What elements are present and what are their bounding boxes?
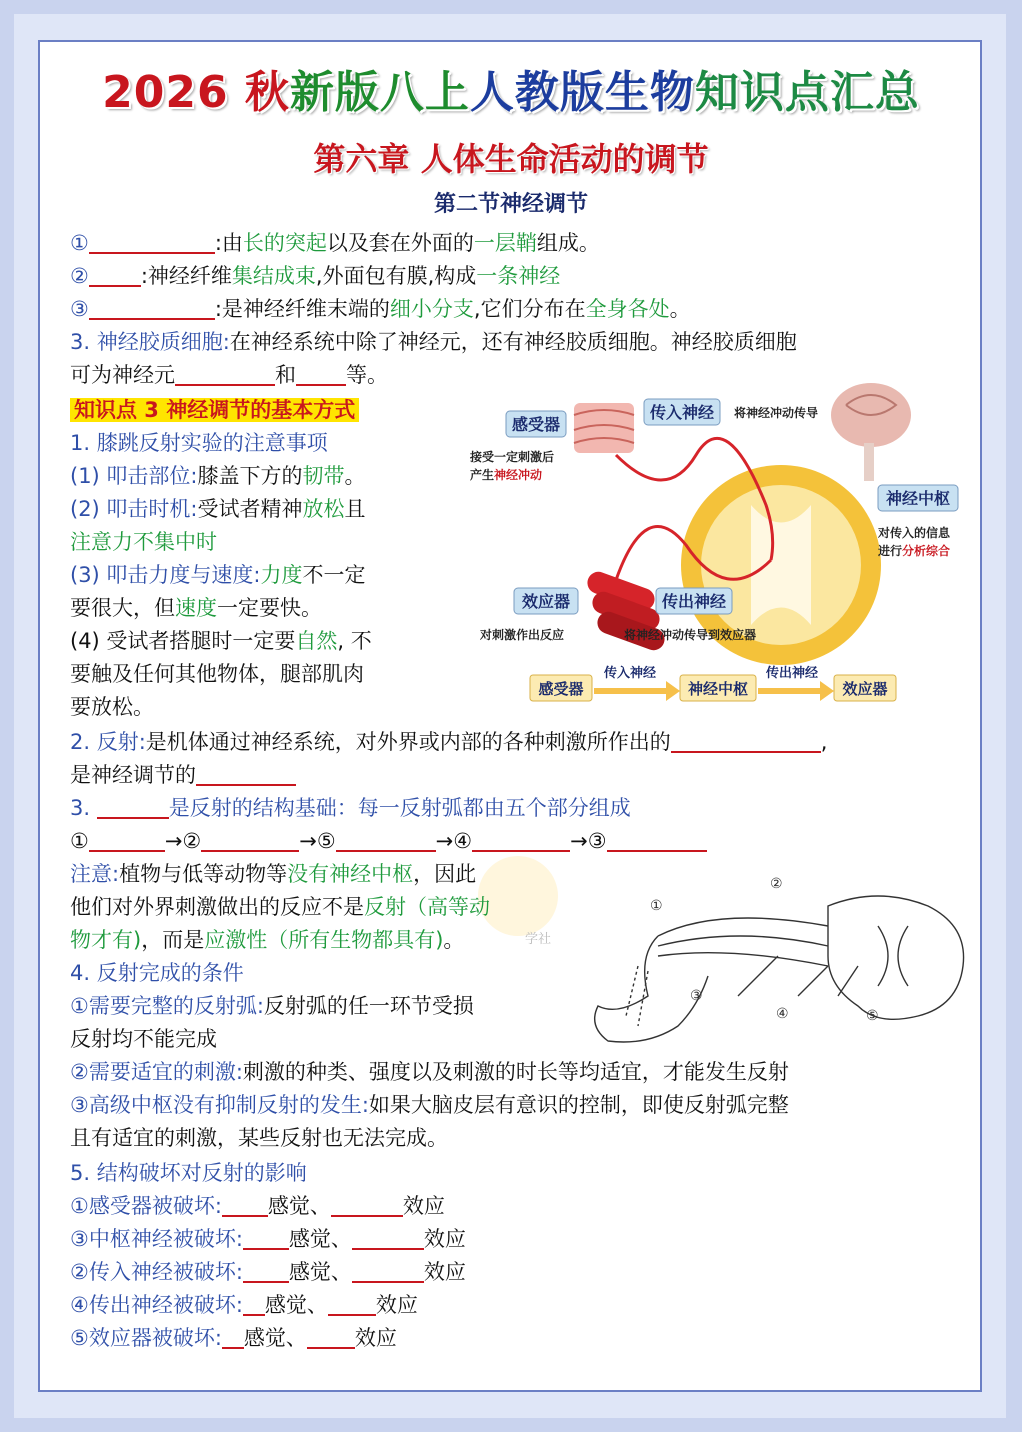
label-effector-desc: 对刺激作出反应 [480, 628, 565, 642]
blank[interactable] [222, 1195, 268, 1217]
diagram-label-3: ③ [690, 988, 703, 1004]
damage-effector: ⑤效应器被破坏: 感觉、 效应 [70, 1326, 397, 1350]
damage-heading: 5. 结构破坏对反射的影响 [70, 1161, 307, 1185]
blank[interactable] [196, 764, 296, 786]
label-efferent: 传出神经 [661, 594, 727, 611]
condition-2: ②需要适宜的刺激:刺激的种类、强度以及刺激的时长等均适宜，才能发生反射 [70, 1060, 789, 1084]
flow-arrow-efferent: 传出神经 [765, 665, 819, 680]
damage-receptor: ①感受器被破坏: 感觉、 效应 [70, 1194, 445, 1218]
blank[interactable] [89, 298, 215, 320]
note-line-2: 他们对外界刺激做出的反应不是反射（高等动 [70, 895, 490, 919]
diagram-label-1: ① [650, 898, 663, 914]
label-center-desc2: 进行分析综合 [878, 544, 951, 558]
blank[interactable] [243, 1261, 289, 1283]
chapter-title: 第六章 人体生命活动的调节 [313, 140, 709, 178]
label-receptor: 感受器 [511, 417, 561, 434]
flow-receptor: 感受器 [538, 681, 584, 698]
damage-center: ③中枢神经被破坏: 感觉、 效应 [70, 1227, 466, 1251]
title-year: 2026 秋 [102, 67, 290, 118]
blank[interactable] [352, 1228, 424, 1250]
page-title [0, 56, 1022, 120]
knee-item-3: (3) 叩击力度与速度:力度不一定 [70, 563, 366, 587]
reflex-arc-line: 3. 是反射的结构基础：每一反射弧都由五个部分组成 [70, 796, 631, 820]
title-edition: 新版八上 [289, 67, 470, 118]
label-stim2: 产生神经冲动 [470, 468, 543, 482]
blank[interactable] [201, 830, 299, 852]
blank[interactable] [296, 364, 346, 386]
knee-item-2b: 注意力不集中时 [70, 530, 217, 554]
line-axon: ① :由长的突起以及套在外面的一层鞘组成。 [70, 231, 600, 255]
blank[interactable] [328, 1294, 376, 1316]
reflex-arc-sequence: ① →② →⑤ →④ →③ [70, 826, 707, 856]
knee-reflex-heading: 1. 膝跳反射实验的注意事项 [70, 431, 328, 455]
flow-center: 神经中枢 [687, 681, 749, 698]
flow-effector: 效应器 [842, 681, 888, 698]
label-transmit: 将神经冲动传导 [734, 406, 819, 420]
blank[interactable] [89, 232, 215, 254]
section-title: 第二节神经调节 [433, 192, 588, 217]
label-effector: 效应器 [521, 594, 571, 611]
knowledge-point-heading: 知识点 3 神经调节的基本方式 [70, 395, 359, 425]
diagram-label-2: ② [770, 876, 783, 892]
damage-afferent: ②传入神经被破坏: 感觉、 效应 [70, 1260, 466, 1284]
blank[interactable] [89, 830, 165, 852]
blank[interactable] [671, 731, 821, 753]
condition-1b: 反射均不能完成 [70, 1027, 217, 1051]
note-line-3: 物才有)，而是应激性（所有生物都具有)。 [70, 928, 465, 952]
line-nerve-ending: ③ :是神经纤维末端的细小分支,它们分布在全身各处。 [70, 297, 691, 321]
reflex-arc-diagram [578, 866, 970, 1056]
condition-3: ③高级中枢没有抑制反射的发生:如果大脑皮层有意识的控制，即使反射弧完整 [70, 1093, 789, 1117]
label-stim1: 接受一定刺激后 [470, 450, 555, 464]
spinal-cord-section-icon [828, 896, 964, 1019]
blank[interactable] [331, 1195, 403, 1217]
knee-item-4c: 要放松。 [70, 695, 154, 719]
blank[interactable] [243, 1294, 265, 1316]
blank[interactable] [307, 1327, 355, 1349]
blank[interactable] [607, 830, 707, 852]
knee-item-3b: 要很大，但速度一定要快。 [70, 596, 322, 620]
label-efferent-desc: 将神经冲动传导到效应器 [624, 628, 757, 642]
note-line-1: 注意:植物与低等动物等没有神经中枢，因此 [70, 862, 477, 886]
blank[interactable] [336, 830, 436, 852]
label-center: 神经中枢 [885, 491, 951, 508]
line-nerve: ② :神经纤维集结成束,外面包有膜,构成一条神经 [70, 264, 561, 288]
reflex-definition: 2. 反射:是机体通过神经系统，对外界或内部的各种刺激所作出的 , [70, 730, 828, 754]
blank[interactable] [97, 797, 169, 819]
line-glia: 3. 神经胶质细胞:在神经系统中除了神经元，还有神经胶质细胞。神经胶质细胞 [70, 330, 797, 354]
label-center-desc1: 对传入的信息 [878, 526, 951, 540]
line-glia-2: 可为神经元 和 等。 [70, 363, 388, 387]
watermark-text: 学社 [525, 932, 552, 947]
blank[interactable] [472, 830, 570, 852]
conditions-heading: 4. 反射完成的条件 [70, 961, 244, 985]
title-summary: 知识点汇总 [694, 67, 920, 118]
condition-3b: 且有适宜的刺激，某些反射也无法完成。 [70, 1126, 448, 1150]
diagram-label-5: ⑤ [866, 1008, 879, 1024]
knee-item-4b: 要触及任何其他物体，腿部肌肉 [70, 662, 364, 686]
flow-arrow-afferent: 传入神经 [603, 665, 657, 680]
knee-item-2: (2) 叩击时机:受试者精神放松且 [70, 497, 366, 521]
reflex-definition-2: 是神经调节的 [70, 760, 296, 790]
blank[interactable] [175, 364, 275, 386]
knee-item-4: (4) 受试者搭腿时一定要自然, 不 [70, 629, 372, 653]
label-afferent: 传入神经 [649, 405, 715, 422]
blank[interactable] [243, 1228, 289, 1250]
watermark-logo [478, 856, 558, 936]
reflex-arc-illustration [466, 375, 976, 715]
damage-efferent: ④传出神经被破坏: 感觉、 效应 [70, 1293, 418, 1317]
knee-item-1: (1) 叩击部位:膝盖下方的韧带。 [70, 464, 366, 488]
condition-1: ①需要完整的反射弧:反射弧的任一环节受损 [70, 994, 474, 1018]
blank[interactable] [352, 1261, 424, 1283]
blank[interactable] [89, 265, 141, 287]
diagram-label-4: ④ [776, 1006, 789, 1022]
title-subject: 人教版生物 [469, 67, 695, 118]
blank[interactable] [222, 1327, 244, 1349]
